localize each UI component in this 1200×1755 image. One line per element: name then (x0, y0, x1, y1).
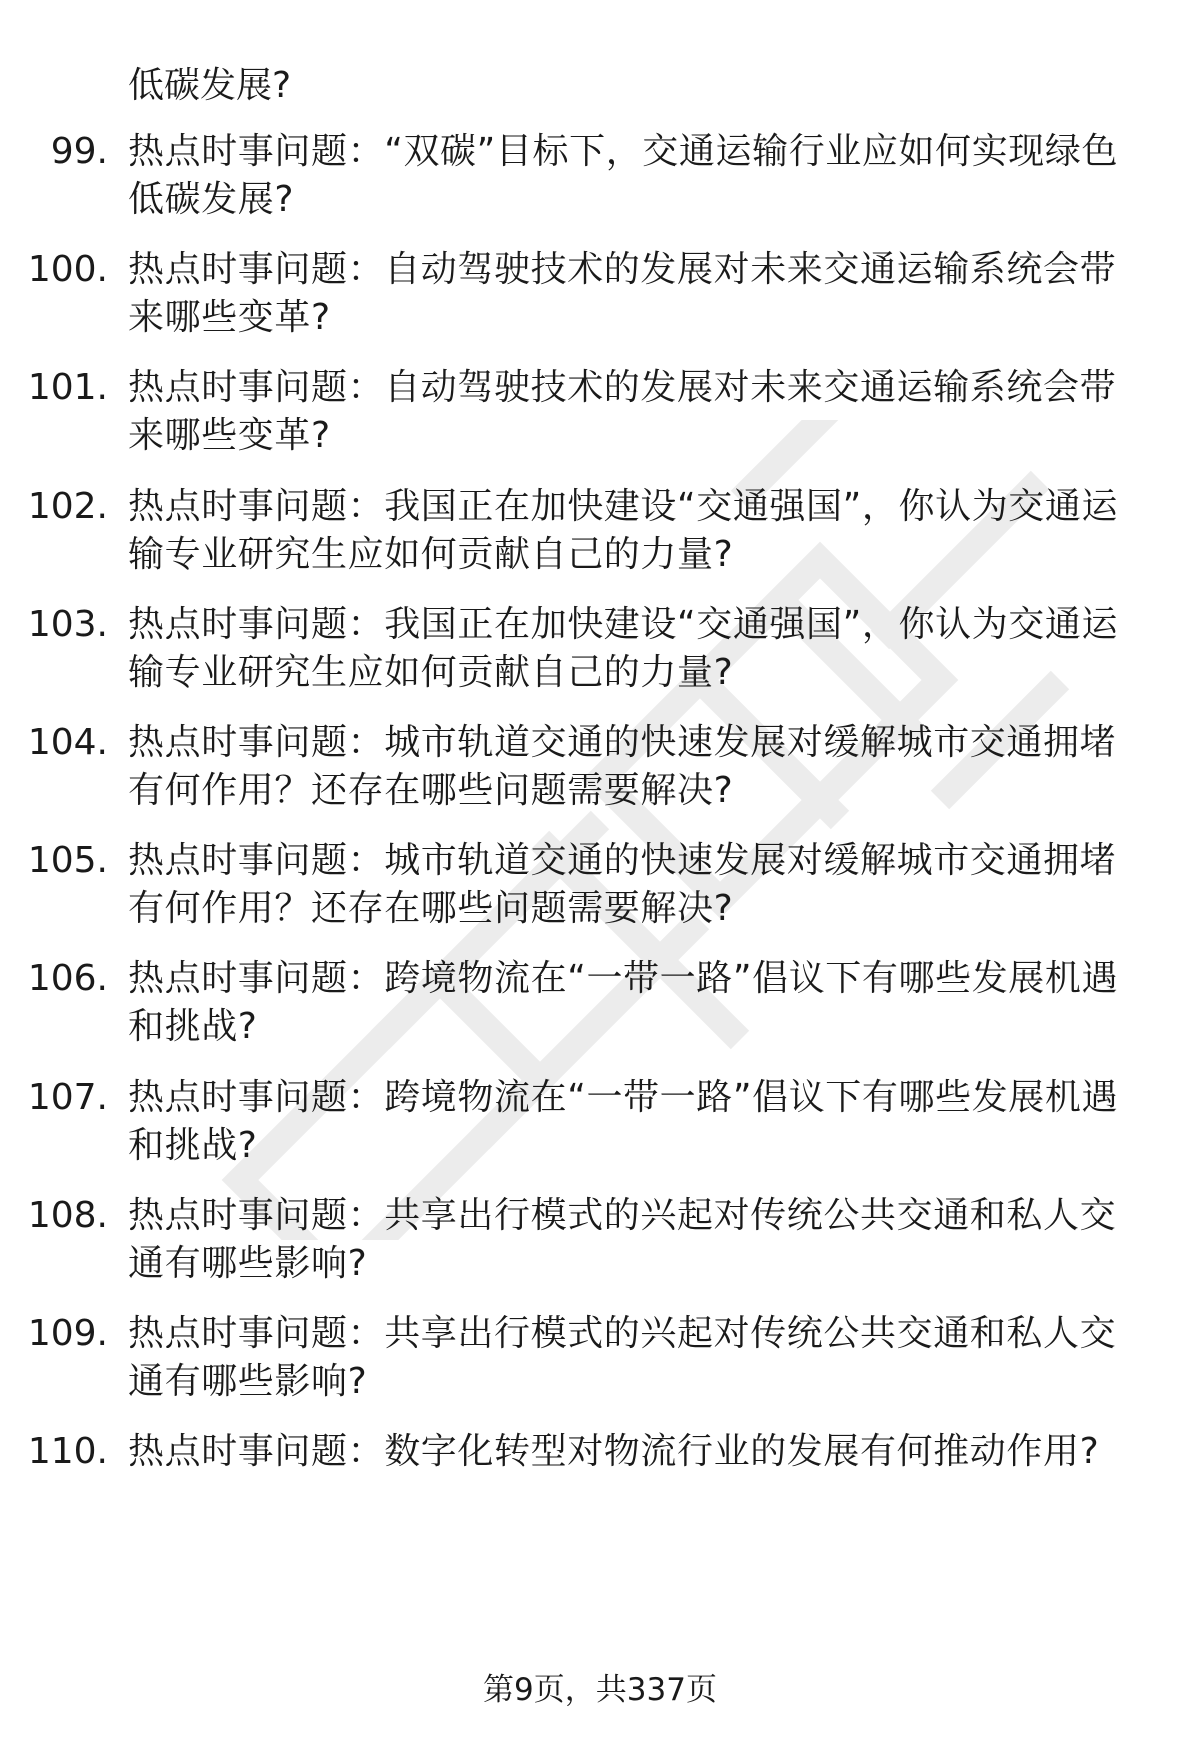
item-text: 热点时事问题：共享出行模式的兴起对传统公共交通和私人交通有哪些影响? (128, 1313, 1117, 1402)
page-footer: 第9页，共337页 (483, 1672, 717, 1708)
item-text: 热点时事问题：我国正在加快建设“交通强国”，你认为交通运输专业研究生应如何贡献自己的力量? (128, 603, 1119, 693)
item-number: 100. (27, 249, 108, 291)
item-text: 热点时事问题：自动驾驶技术的发展对未来交通运输系统会带来哪些变革? (128, 367, 1117, 457)
item-text: 热点时事问题：城市轨道交通的快速发展对缓解城市交通拥堵有何作用？还存在哪些问题需要解决? (128, 722, 1117, 811)
item-text: 热点时事问题：城市轨道交通的快速发展对缓解城市交通拥堵有何作用？还存在哪些问题需要解决? (128, 840, 1117, 930)
item-text: 热点时事问题：跨境物流在“一带一路”倡议下有哪些发展机遇和挑战? (128, 1076, 1119, 1166)
item-number: 107. (27, 1076, 108, 1118)
item-text: 热点时事问题：我国正在加快建设“交通强国”，你认为交通运输专业研究生应如何贡献自己的力量? (128, 485, 1119, 575)
continuation-line: 低碳发展? (128, 65, 292, 106)
item-number: 101. (27, 367, 108, 409)
item-number: 105. (27, 840, 108, 882)
item-number: 106. (27, 958, 108, 1000)
item-number: 110. (27, 1431, 108, 1473)
item-text: 热点时事问题：跨境物流在“一带一路”倡议下有哪些发展机遇和挑战? (128, 958, 1119, 1048)
item-text: 热点时事问题：共享出行模式的兴起对传统公共交通和私人交通有哪些影响? (128, 1194, 1117, 1284)
item-text: 热点时事问题：“双碳”目标下，交通运输行业应如何实现绿色低碳发展? (128, 131, 1119, 220)
item-number: 109. (27, 1313, 108, 1354)
item-number: 103. (27, 603, 108, 645)
item-number: 108. (27, 1194, 108, 1236)
item-number: 99. (50, 131, 108, 172)
item-number: 102. (27, 485, 108, 527)
item-text: 热点时事问题：自动驾驶技术的发展对未来交通运输系统会带来哪些变革? (128, 249, 1117, 339)
item-number: 104. (27, 722, 108, 763)
item-text: 热点时事问题：数字化转型对物流行业的发展有何推动作用? (128, 1431, 1100, 1473)
